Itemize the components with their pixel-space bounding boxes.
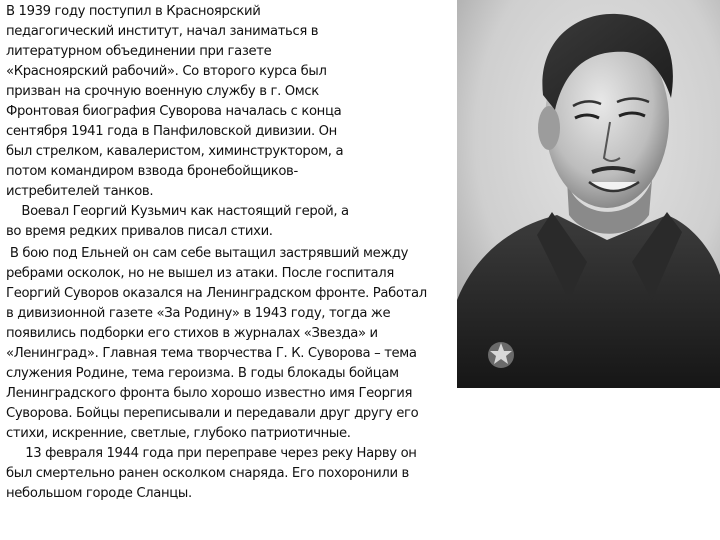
text-line: потом командиром взвода бронебойщиков- (6, 164, 298, 179)
text-line: появились подборки его стихов в журналах «Звезда» и (6, 326, 378, 341)
text-line: в дивизионной газете «За Родину» в 1943 году, тогда же (6, 306, 391, 321)
text-line: служения Родине, тема героизма. В годы блокады бойцам (6, 366, 399, 381)
text-line: «Ленинград». Главная тема творчества Г. К. Суворова – тема (6, 346, 417, 361)
ear-shape (538, 106, 560, 150)
text-line: Ленинградского фронта было хорошо известно имя Георгия (6, 386, 413, 401)
paragraph-2 (6, 102, 356, 242)
text-line: небольшом городе Сланцы. (6, 486, 192, 501)
text-line: был стрелком, кавалеристом, химинструктором, а (6, 144, 344, 159)
text-line: литературном объединении при газете (6, 44, 272, 59)
text-line: В бою под Ельней он сам себе вытащил застрявший между (6, 246, 409, 261)
text-line: призван на срочную военную службу в г. Омск (6, 84, 319, 99)
text-line: «Красноярский рабочий». Со второго курса был (6, 64, 327, 79)
text-line: Фронтовая биография Суворова началась с конца (6, 104, 342, 119)
text-line: педагогический институт, начал заниматься в (6, 24, 319, 39)
text-line: Суворова. Бойцы переписывали и передавали друг другу его (6, 406, 419, 421)
text-line: В 1939 году поступил в Красноярский (6, 4, 261, 19)
text-line: Воевал Георгий Кузьмич как настоящий герой, а (6, 204, 349, 219)
text-line: ребрами осколок, но не вышел из атаки. После госпиталя (6, 266, 394, 281)
text-line: Георгий Суворов оказался на Ленинградском фронте. Работал (6, 286, 427, 301)
text-line: во время редких привалов писал стихи. (6, 224, 273, 239)
text-line: стихи, искренние, светлые, глубоко патриотичные. (6, 426, 351, 441)
badge-icon (488, 342, 514, 368)
text-line: был смертельно ранен осколком снаряда. Его похоронили в (6, 466, 409, 481)
portrait-photo (457, 0, 720, 388)
paragraph-3 (6, 244, 427, 504)
text-line: 13 февраля 1944 года при переправе через реку Нарву он (6, 446, 417, 461)
text-line: истребителей танков. (6, 184, 154, 199)
paragraph-1 (6, 2, 356, 102)
text-line: сентября 1941 года в Панфиловской дивизии. Он (6, 124, 337, 139)
